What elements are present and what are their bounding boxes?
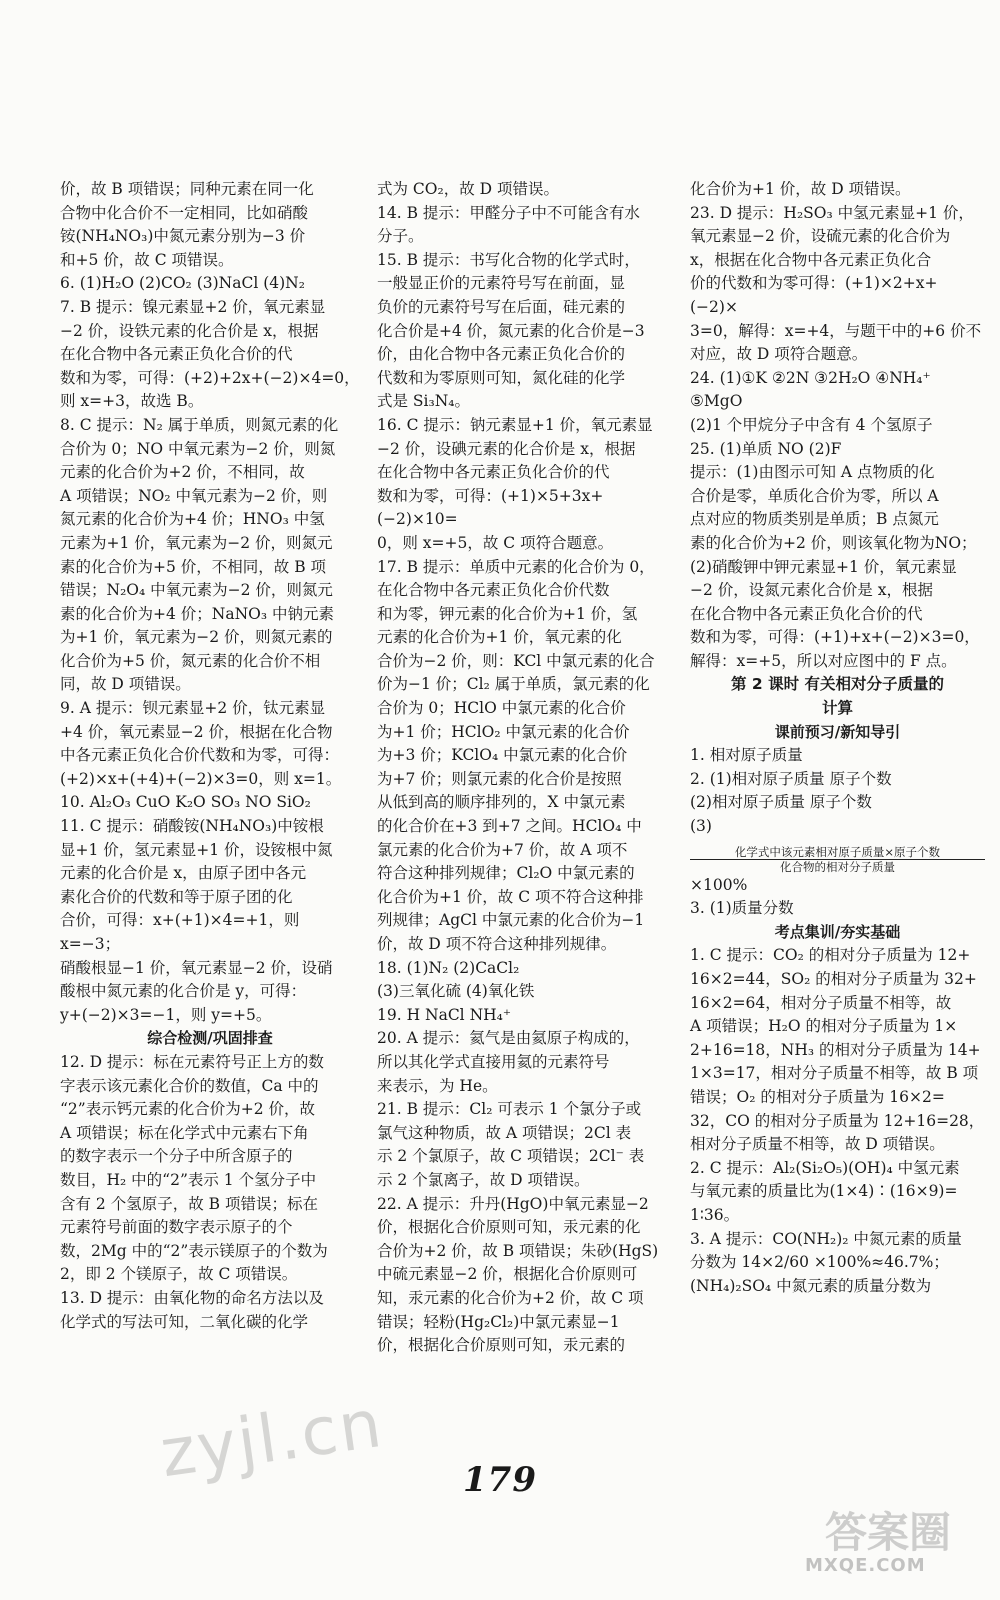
answer-line: 数和为零，可得：(+1)×5+3x+(−2)×10= — [377, 486, 604, 529]
answer-line: 2. (1)相对原子质量 原子个数 — [690, 769, 892, 788]
answer-line: 元素符号前面的数字表示原子的个 — [60, 1218, 293, 1237]
answer-line: 0，则 x=+5，故 C 项符合题意。 — [377, 533, 614, 552]
answer-line: 合价为+2 价，故 B 项错误；朱砂(HgS) — [377, 1241, 659, 1260]
answer-line: 化合价为+1 价，故 D 项错误。 — [690, 180, 911, 198]
column-3 — [690, 178, 985, 1298]
answer-line: 8. C 提示：N₂ 属于单质，则氮元素的化 — [60, 415, 339, 434]
answer-line: 示 2 个氯离子，故 D 项错误。 — [377, 1170, 590, 1189]
answer-line: 代数和为零原则可知，氮化硅的化学 — [377, 368, 626, 387]
answer-line: 3. (1)质量分数 — [690, 899, 794, 918]
answer-line: 1∶36。 — [690, 1205, 740, 1224]
answer-line: 6. (1)H₂O (2)CO₂ (3)NaCl (4)N₂ — [60, 274, 305, 293]
answer-line: 氧元素显−2 价，设硫元素的化合价为 — [690, 227, 951, 246]
answer-line: 1. 相对原子质量 — [690, 746, 803, 765]
answer-line: +4 价，氧元素显−2 价，根据在化合物 — [60, 722, 333, 741]
answer-line: 式是 Si₃N₄。 — [377, 392, 470, 411]
answer-line: 在化合物中各元素正负化合价的代 — [690, 604, 923, 623]
answer-line: 18. (1)N₂ (2)CaCl₂ — [377, 958, 520, 977]
answer-line: 和+5 价，故 C 项错误。 — [60, 250, 234, 269]
answer-line: 11. C 提示：硝酸铵(NH₄NO₃)中铵根 — [60, 817, 324, 836]
answer-line: 点对应的物质类别是单质；B 点氮元 — [690, 510, 939, 529]
answer-line: 化学式的写法可知，二氧化碳的化学 — [60, 1312, 309, 1331]
formula-numerator: 化学式中该元素相对原子质量×原子个数 — [690, 845, 985, 860]
watermark-daanquan: 答案圈 — [825, 1508, 952, 1557]
answer-line: 9. A 提示：钡元素显+2 价，钛元素显 — [60, 699, 326, 718]
answer-line: 15. B 提示：书写化合物的化学式时， — [377, 250, 640, 269]
answer-line: 相对分子质量不相等，故 D 项错误。 — [690, 1135, 945, 1154]
answer-line: 数和为零，可得：(+2)+2x+(−2)×4=0， — [60, 368, 360, 387]
answer-line: 16×2=64，相对分子质量不相等，故 — [690, 993, 952, 1012]
answer-line: 数和为零，可得：(+1)+x+(−2)×3=0， — [690, 628, 980, 647]
answer-line: A 项错误；H₂O 的相对分子质量为 1× — [690, 1017, 958, 1036]
answer-line: 16×2=44，SO₂ 的相对分子质量为 32+ — [690, 970, 977, 988]
answer-line: (3) — [690, 817, 712, 836]
answer-line: 19. H NaCl NH₄⁺ — [377, 1005, 512, 1024]
page-number: 179 — [463, 1460, 537, 1500]
answer-line: 价的代数和为零可得：(+1)×2+x+(−2)× — [690, 274, 938, 316]
answer-line: −2 价，设碘元素的化合价是 x，根据 — [377, 439, 636, 458]
answer-line: 20. A 提示：氦气是由氦原子构成的， — [377, 1029, 640, 1048]
answer-line: 铵(NH₄NO₃)中氮元素分别为−3 价 — [60, 227, 306, 246]
answer-line: 化合价为+5 价，氮元素的化合价不相 — [60, 651, 321, 670]
answer-line: 硝酸根显−1 价，氧元素显−2 价，设硝 — [60, 958, 333, 977]
answer-line: 32，CO 的相对分子质量为 12+16=28， — [690, 1111, 985, 1130]
answer-line: x，根据在化合物中各元素正负化合 — [690, 250, 932, 269]
answer-line: 2. C 提示：Al₂(Si₂O₅)(OH)₄ 中氢元素 — [690, 1158, 960, 1177]
answer-line: 合价为 0；HClO 中氯元素的化合价 — [377, 699, 626, 718]
answer-line: 所以其化学式直接用氦的元素符号 — [377, 1052, 610, 1071]
answer-line: 3. A 提示：CO(NH₂)₂ 中氮元素的质量 — [690, 1229, 962, 1248]
watermark-mxqe: MXQE.COM — [805, 1555, 926, 1576]
answer-line: 列规律；AgCl 中氯元素的化合价为−1 — [377, 911, 645, 930]
answer-line: 21. B 提示：Cl₂ 可表示 1 个氯分子或 — [377, 1100, 642, 1119]
answer-line: 式为 CO₂，故 D 项错误。 — [377, 180, 559, 198]
answer-line: 中硫元素显−2 价，根据化合价原则可 — [377, 1265, 638, 1284]
answer-line: 一般显正价的元素符号写在前面，显 — [377, 274, 626, 293]
answer-line: ⑤MgO — [690, 392, 743, 411]
watermark-zyjl: zyjl.cn — [155, 1384, 388, 1493]
answer-line: 14. B 提示：甲醛分子中不可能含有水 — [377, 203, 640, 222]
answer-line: 16. C 提示：钠元素显+1 价，氧元素显 — [377, 415, 653, 434]
answer-line: 2，即 2 个镁原子，故 C 项错误。 — [60, 1265, 298, 1284]
answer-line: 知，汞元素的化合价为+2 价，故 C 项 — [377, 1288, 644, 1307]
answer-line: 价，故 B 项错误；同种元素在同一化 — [60, 180, 314, 198]
answer-line: 在化合物中各元素正负化合价代数 — [377, 581, 610, 600]
answer-line: 示 2 个氯原子，故 C 项错误；2Cl⁻ 表 — [377, 1147, 645, 1166]
answer-line: ×100% — [690, 875, 748, 894]
column-2 — [377, 178, 679, 1358]
answer-line: −2 价，设铁元素的化合价是 x，根据 — [60, 321, 319, 340]
answer-line: −2 价，设氮元素化合价是 x，根据 — [690, 581, 933, 600]
answer-line: 数，2Mg 中的“2”表示镁原子的个数为 — [60, 1241, 328, 1260]
answer-line: 在化合物中各元素正负化合价的代 — [377, 463, 610, 482]
answer-line: 素的化合价为+2 价，则该氧化物为NO； — [690, 533, 977, 552]
formula-denominator: 化合物的相对分子质量 — [780, 859, 895, 874]
answer-line: 解得：x=+5，所以对应图中的 F 点。 — [690, 651, 957, 670]
answer-line: 1. C 提示：CO₂ 的相对分子质量为 12+ — [690, 946, 971, 965]
answer-line: (2)1 个甲烷分子中含有 4 个氢原子 — [690, 415, 933, 434]
answer-line: 合价为−2 价，则：KCl 中氯元素的化合 — [377, 651, 655, 670]
answer-line: 显+1 价，氢元素显+1 价，设铵根中氮 — [60, 840, 333, 859]
answer-line: (2)相对原子质量 原子个数 — [690, 793, 872, 812]
answer-line: 字表示该元素化合价的数值，Ca 中的 — [60, 1076, 319, 1095]
answer-line: 错误；轻粉(Hg₂Cl₂)中氯元素显−1 — [377, 1312, 620, 1331]
answer-line: 价，故 D 项不符合这种排列规律。 — [377, 935, 617, 953]
answer-line: 合价为 0；NO 中氧元素为−2 价，则氮 — [60, 439, 336, 458]
answer-line: 元素的化合价为+1 价，氧元素的化 — [377, 628, 622, 647]
answer-line: 化合价是+4 价，氮元素的化合价是−3 — [377, 321, 645, 340]
answer-line: 10. Al₂O₃ CuO K₂O SO₃ NO SiO₂ — [60, 793, 311, 812]
answer-line: 数目，H₂ 中的“2”表示 1 个氢分子中 — [60, 1170, 317, 1189]
answer-line: “2”表示钙元素的化合价为+2 价，故 — [60, 1100, 315, 1119]
answer-line: 和为零，钾元素的化合价为+1 价，氢 — [377, 604, 638, 623]
answer-line: 来表示，为 He。 — [377, 1076, 498, 1095]
mass-fraction-formula — [690, 839, 985, 874]
lesson-title: 第 2 课时 有关相对分子质量的 — [731, 675, 944, 694]
answer-line: (+2)×x+(+4)+(−2)×3=0，则 x=1。 — [60, 769, 342, 788]
answer-line: 13. D 提示：由氧化物的命名方法以及 — [60, 1288, 324, 1307]
answer-line: 错误；O₂ 的相对分子质量为 16×2= — [690, 1087, 945, 1106]
answer-line: 素的化合价为+4 价；NaNO₃ 中钠元素 — [60, 604, 334, 623]
answer-line: A 项错误；NO₂ 中氧元素为−2 价，则 — [60, 486, 328, 505]
answer-line: 1×3=17，相对分子质量不相等，故 B 项 — [690, 1064, 979, 1083]
answer-line: (NH₄)₂SO₄ 中氮元素的质量分数为 — [690, 1276, 932, 1295]
answer-line: 对应，故 D 项符合题意。 — [690, 345, 868, 364]
answer-line: y+(−2)×3=−1，则 y=+5。 — [60, 1005, 272, 1024]
answer-line: 3=0，解得：x=+4，与题干中的+6 价不 — [690, 321, 982, 340]
answer-line: 7. B 提示：镍元素显+2 价，氧元素显 — [60, 297, 326, 316]
answer-line: 22. A 提示：升丹(HgO)中氧元素显−2 — [377, 1194, 649, 1213]
answer-line: 氮元素的化合价为+4 价；HNO₃ 中氢 — [60, 510, 325, 529]
answer-line: 氯元素的化合价为+7 价，故 A 项不 — [377, 840, 628, 859]
answer-line: 为+1 价；HClO₂ 中氯元素的化合价 — [377, 722, 630, 741]
answer-line: 价，根据化合价原则可知，汞元素的化 — [377, 1218, 641, 1237]
answer-line: 在化合物中各元素正负化合价的代 — [60, 345, 293, 364]
answer-line: 氯气这种物质，故 A 项错误；2Cl 表 — [377, 1123, 632, 1142]
answer-line: 合价，可得：x+(+1)×4=+1，则 x=−3； — [60, 911, 300, 953]
answer-line: 同，故 D 项错误。 — [60, 675, 191, 694]
column-1 — [60, 178, 360, 1334]
answer-line: 23. D 提示：H₂SO₃ 中氢元素显+1 价， — [690, 203, 974, 222]
answer-line: 分子。 — [377, 227, 424, 246]
answer-line: 价为−1 价；Cl₂ 属于单质，氯元素的化 — [377, 675, 650, 694]
answer-line: 含有 2 个氢原子，故 B 项错误；标在 — [60, 1194, 318, 1213]
answer-line: 为+7 价；则氯元素的化合价是按照 — [377, 769, 622, 788]
answer-line: 中各元素正负化合价代数和为零，可得： — [60, 746, 340, 765]
answer-line: 12. D 提示：标在元素符号正上方的数 — [60, 1052, 324, 1071]
answer-line: 负价的元素符号写在后面，硅元素的 — [377, 297, 626, 316]
answer-line: (3)三氧化硫 (4)氧化铁 — [377, 982, 535, 1001]
answer-line: 提示：(1)由图示可知 A 点物质的化 — [690, 463, 935, 482]
answer-line: 分数为 14×2/60 ×100%≈46.7%； — [690, 1253, 949, 1272]
answer-line: 25. (1)单质 NO (2)F — [690, 439, 842, 458]
answer-line: 错误；N₂O₄ 中氧元素为−2 价，则氮元 — [60, 581, 333, 600]
answer-line: 合物中化合价不一定相同，比如硝酸 — [60, 203, 309, 222]
section-heading: 综合检测/巩固排查 — [147, 1029, 273, 1048]
answer-line: 酸根中氮元素的化合价是 y，可得： — [60, 982, 307, 1001]
answer-line: 元素的化合价为+2 价，不相同，故 — [60, 463, 305, 482]
answer-line: 元素为+1 价，氧元素为−2 价，则氮元 — [60, 533, 333, 552]
answer-line: 素的化合价为+5 价，不相同，故 B 项 — [60, 557, 327, 576]
answer-line: 从低到高的顺序排列的，X 中氯元素 — [377, 793, 626, 812]
lesson-title: 计算 — [821, 699, 853, 718]
answer-line: 化合价为+1 价，故 C 项不符合这种排 — [377, 887, 644, 906]
answer-line: 则 x=+3，故选 B。 — [60, 392, 204, 411]
answer-line: 价，由化合物中各元素正负化合价的 — [377, 345, 626, 364]
answer-line: 合价是零，单质化合价为零，所以 A — [690, 486, 939, 505]
answer-line: 的数字表示一个分子中所含原子的 — [60, 1147, 293, 1166]
answer-line: (2)硝酸钾中钾元素显+1 价，氧元素显 — [690, 557, 957, 576]
answer-line: 与氧元素的质量比为(1×4)∶(16×9)= — [690, 1182, 958, 1201]
answer-line: 17. B 提示：单质中元素的化合价为 0， — [377, 557, 655, 576]
answer-line: 符合这种排列规律；Cl₂O 中氯元素的 — [377, 864, 635, 883]
section-heading: 课前预习/新知导引 — [774, 722, 901, 741]
answer-line: 的化合价在+3 到+7 之间。HClO₄ 中 — [377, 817, 642, 836]
answer-line: 2+16=18，NH₃ 的相对分子质量为 14+ — [690, 1040, 981, 1059]
answer-line: 价，根据化合价原则可知，汞元素的 — [377, 1336, 626, 1355]
answer-line: 为+3 价；KClO₄ 中氯元素的化合价 — [377, 746, 628, 765]
answer-line: 24. (1)①K ②2N ③2H₂O ④NH₄⁺ — [690, 368, 931, 387]
answer-line: 为+1 价，氧元素为−2 价，则氮元素的 — [60, 628, 333, 647]
section-heading: 考点集训/夯实基础 — [774, 922, 901, 941]
answer-line: 元素的化合价是 x，由原子团中各元 — [60, 864, 307, 883]
answer-line: 素化合价的代数和等于原子团的化 — [60, 887, 293, 906]
answer-line: A 项错误；标在化学式中元素右下角 — [60, 1123, 309, 1142]
